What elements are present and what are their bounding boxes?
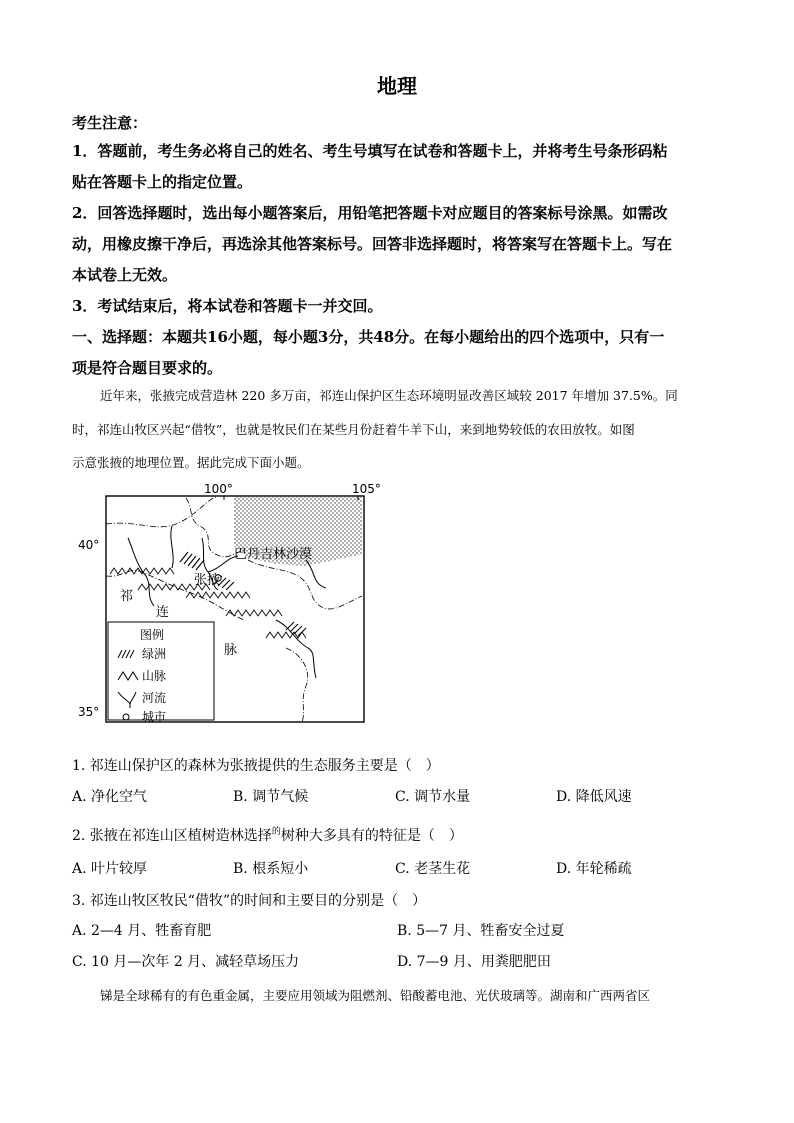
q3-option-c: C. 10 月—次年 2 月、减轻草场压力 xyxy=(72,954,300,970)
question-1-stem: 1. 祁连山保护区的森林为张掖提供的生态服务主要是（ ） xyxy=(72,758,440,774)
desert-label: 巴丹吉林沙漠 xyxy=(234,547,313,562)
question-3-stem: 3. 祁连山牧区牧民“借牧”的时间和主要目的分别是（ ） xyxy=(72,893,427,909)
q2-option-c: C. 老茎生花 xyxy=(395,861,471,877)
legend-title: 图例 xyxy=(140,628,165,642)
city-label: 张掖 xyxy=(194,573,221,588)
location-map xyxy=(76,480,386,730)
section-heading-line-2: 项是符合题目要求的。 xyxy=(72,359,223,377)
lat-40-label: 40° xyxy=(78,538,100,552)
river xyxy=(276,620,316,678)
notice-line-2: 贴在答题卡上的指定位置。 xyxy=(72,173,253,191)
question-2-stem-start: 2. 张掖在祁连山区植树造林选择 xyxy=(72,828,272,844)
notice-heading: 考生注意： xyxy=(72,114,148,132)
legend-river: 河流 xyxy=(142,691,167,705)
range-char-1: 祁 xyxy=(120,589,134,604)
legend-city: 城市 xyxy=(142,710,167,724)
legend-oasis: 绿洲 xyxy=(142,647,167,661)
lon-100-label: 100° xyxy=(204,482,233,496)
lon-105-label: 105° xyxy=(352,482,381,496)
q2-option-d: D. 年轮稀疏 xyxy=(556,861,632,877)
q3-option-d: D. 7—9 月、用粪肥肥田 xyxy=(397,954,551,970)
q1-option-c: C. 调节水量 xyxy=(395,789,471,805)
notice-line-5: 本试卷上无效。 xyxy=(72,266,178,284)
border-line xyxy=(248,560,362,609)
range-char-4: 脉 xyxy=(224,643,238,658)
passage1-line-2: 时，祁连山牧区兴起“借牧”，也就是牧民们在某些月份赶着牛羊下山，来到地势较低的农田放牧。如图 xyxy=(72,422,635,437)
passage1-line-1: 近年来，张掖完成营造林 220 多万亩，祁连山保护区生态环境明显改善区域较 2017 年增加 37.5%。同 xyxy=(100,388,678,403)
border-line xyxy=(106,497,216,527)
question-2-stem-small: 的 xyxy=(271,827,281,837)
notice-line-3: 2．回答选择题时，选出每小题答案后，用铅笔把答题卡对应题目的答案标号涂黑。如需改 xyxy=(72,204,668,222)
lat-35-label: 35° xyxy=(78,705,100,719)
border-line xyxy=(286,648,308,722)
river xyxy=(171,526,173,568)
q1-option-b: B. 调节气候 xyxy=(233,789,309,805)
q2-option-a: A. 叶片较厚 xyxy=(72,861,148,877)
q1-option-a: A. 净化空气 xyxy=(72,789,148,805)
question-2-stem-rest: 树种大多具有的特征是（ ） xyxy=(280,828,463,844)
section-heading-line-1: 一、选择题：本题共16小题，每小题3分，共48分。在每小题给出的四个选项中，只有一 xyxy=(72,328,665,346)
city-legend-icon xyxy=(123,714,129,720)
passage1-line-3: 示意张掖的地理位置。据此完成下面小题。 xyxy=(72,455,310,470)
q3-option-b: B. 5—7 月、牲畜安全过夏 xyxy=(397,923,565,939)
river xyxy=(306,560,326,588)
legend-mountain: 山脉 xyxy=(142,669,167,683)
q2-option-b: B. 根系短小 xyxy=(233,861,309,877)
page-title: 地理 xyxy=(377,74,417,98)
question-2-stem xyxy=(72,824,463,845)
notice-line-1: 1．答题前，考生务必将自己的姓名、考生号填写在试卷和答题卡上，并将考生号条形码粘 xyxy=(72,142,668,160)
q3-option-a: A. 2—4 月、牲畜育肥 xyxy=(72,923,212,939)
passage2-line-1: 锑是全球稀有的有色重金属，主要应用领域为阻燃剂、铅酸蓄电池、光伏玻璃等。湖南和广西两省区 xyxy=(100,988,651,1003)
notice-line-4: 动，用橡皮擦干净后，再选涂其他答案标号。回答非选择题时，将答案写在答题卡上。写在 xyxy=(72,235,673,253)
range-char-2: 连 xyxy=(156,605,170,620)
q1-option-d: D. 降低风速 xyxy=(556,789,632,805)
notice-line-6: 3．考试结束后，将本试卷和答题卡一并交回。 xyxy=(72,297,383,315)
